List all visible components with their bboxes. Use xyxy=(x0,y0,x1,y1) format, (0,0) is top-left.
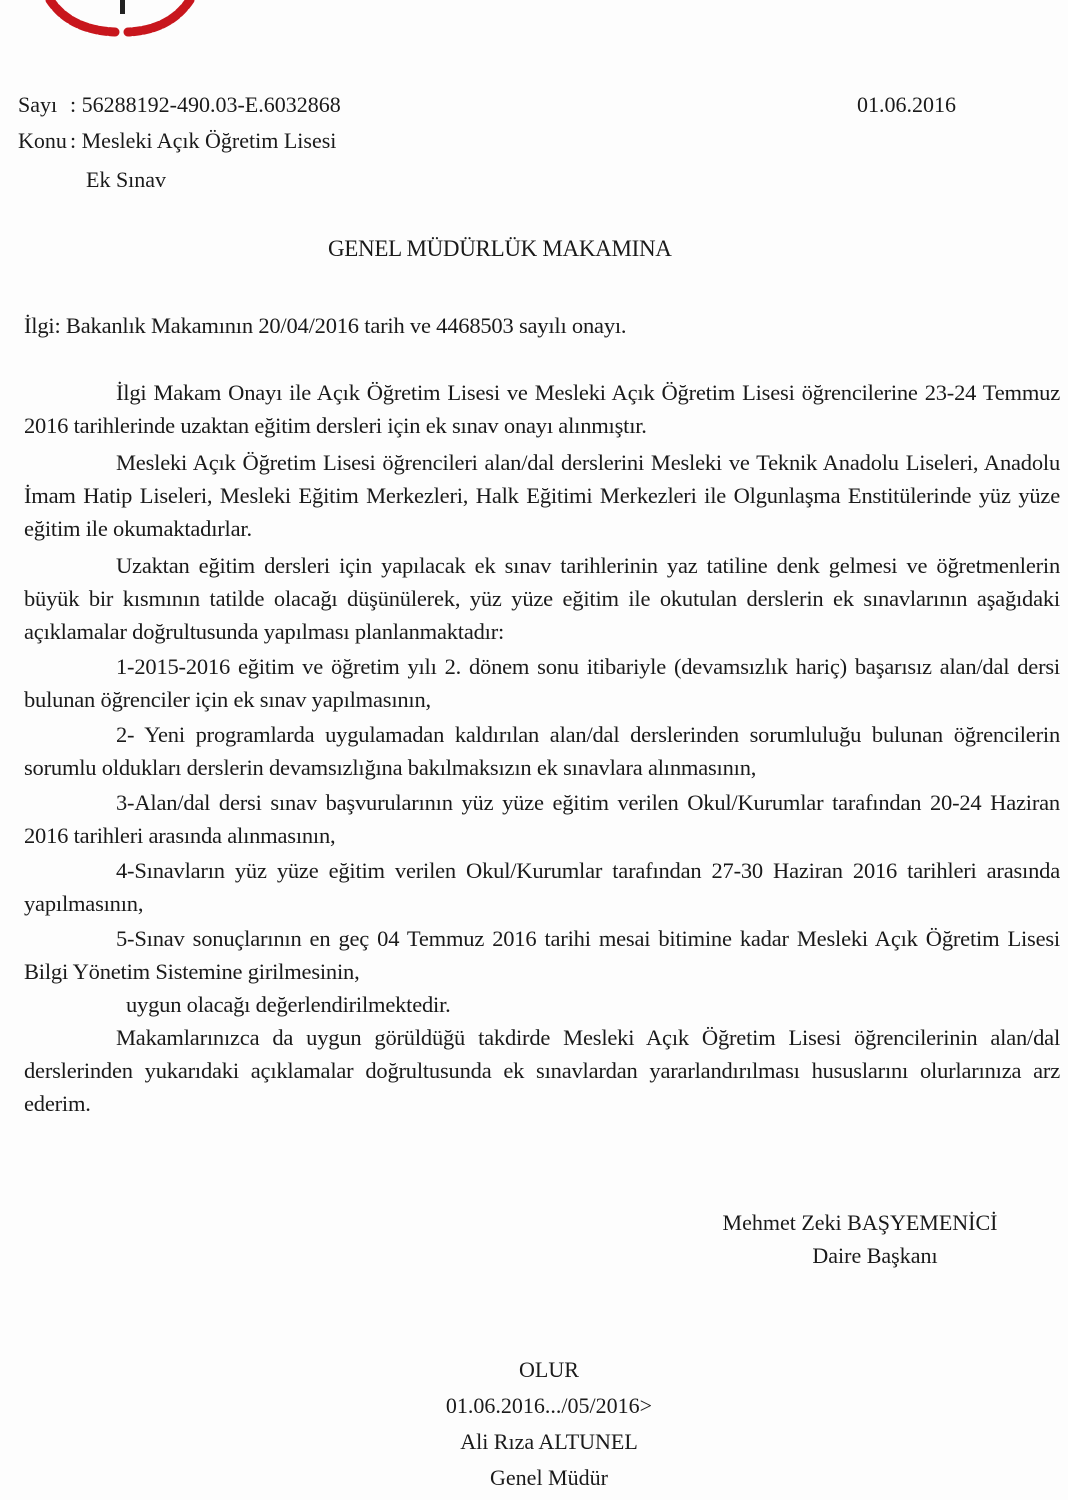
sayi-value: : 56288192-490.03-E.6032868 xyxy=(70,92,341,117)
konu-value-line2: Ek Sınav xyxy=(86,167,167,192)
signatory-name: Mehmet Zeki BAŞYEMENİCİ xyxy=(722,1210,998,1235)
ilgi-reference: İlgi: Bakanlık Makamının 20/04/2016 tarih ve 4468503 sayılı onayı. xyxy=(24,313,627,338)
list-item: 4-Sınavların yüz yüze eğitim verilen Okul/Kurumlar tarafından 27-30 Haziran 2016 tarihleri arasında yapılmasının, xyxy=(24,858,1060,916)
sayi-line xyxy=(18,92,341,118)
ministry-emblem-logo xyxy=(40,0,200,48)
letter-body xyxy=(24,309,1060,1120)
konu-line xyxy=(18,128,336,154)
closing-paragraph: Makamlarınızca da uygun görüldüğü takdirde Mesleki Açık Öğretim Lisesi öğrencilerinin alan/dal derslerinden yukarıdaki açıklamalar doğrultusunda ek sınavlardan yararlandırılması hususlarını olurlarınıza arz ederim. xyxy=(24,1025,1060,1116)
approver-name: Ali Rıza ALTUNEL xyxy=(460,1429,638,1454)
approval-label: OLUR xyxy=(519,1357,579,1382)
paragraph: İlgi Makam Onayı ile Açık Öğretim Lisesi ve Mesleki Açık Öğretim Lisesi öğrencilerine 23-24 Temmuz 2016 tarihlerinde uzaktan eğitim dersleri için ek sınav onayı alınmıştır. xyxy=(24,380,1060,438)
paragraph: Uzaktan eğitim dersleri için yapılacak ek sınav tarihlerinin yaz tatiline denk gelmesi ve öğretmenlerin büyük bir kısmının tatilde olacağı düşünülerek, yüz yüze eğitim ile okutulan derslerin ek sınavlarının aşağıdaki açıklamalar doğrultusunda yapılması planlanmaktadır: xyxy=(24,553,1060,644)
document-date: 01.06.2016 xyxy=(857,92,956,117)
approval-date: 01.06.2016.../05/2016> xyxy=(445,1393,653,1418)
approver-title: Genel Müdür xyxy=(490,1465,608,1490)
list-item: 3-Alan/dal dersi sınav başvurularının yüz yüze eğitim verilen Okul/Kurumlar tarafından 20-24 Haziran 2016 tarihleri arasında alınmasının, xyxy=(24,790,1060,848)
signatory-title: Daire Başkanı xyxy=(812,1243,938,1268)
signatory-block xyxy=(670,1206,1050,1272)
konu-value: : Mesleki Açık Öğretim Lisesi xyxy=(70,128,337,153)
list-item: 1-2015-2016 eğitim ve öğretim yılı 2. dönem sonu itibariyle (devamsızlık hariç) başarısız alan/dal dersi bulunan öğrenciler için ek sınav yapılmasının, xyxy=(24,654,1060,712)
list-item: 5-Sınav sonuçlarının en geç 04 Temmuz 2016 tarihi mesai bitimine kadar Mesleki Açık Öğretim Lisesi Bilgi Yönetim Sistemine girilmesinin, xyxy=(24,926,1060,984)
paragraph: Mesleki Açık Öğretim Lisesi öğrencileri alan/dal derslerini Mesleki ve Teknik Anadolu Liseleri, Anadolu İmam Hatip Liseleri, Mesleki Eğitim Merkezleri, Halk Eğitimi Merkezleri ile Olgunlaşma Enstitülerinde yüz yüze eğitim ile okumaktadırlar. xyxy=(24,450,1060,541)
approval-block xyxy=(384,1352,714,1496)
conclusion-line: uygun olacağı değerlendirilmektedir. xyxy=(126,992,451,1017)
addressee-title: GENEL MÜDÜRLÜK MAKAMINA xyxy=(328,236,672,261)
sayi-label: Sayı xyxy=(18,92,58,117)
emblem-center-stroke xyxy=(120,0,125,14)
konu-label: Konu xyxy=(18,128,67,153)
list-item: 2- Yeni programlarda uygulamadan kaldırılan alan/dal derslerinden sorumluluğu bulunan öğrencilerin sorumlu oldukları derslerin devamsızlığına bakılmaksızın ek sınavlara alınmasının, xyxy=(24,722,1060,780)
